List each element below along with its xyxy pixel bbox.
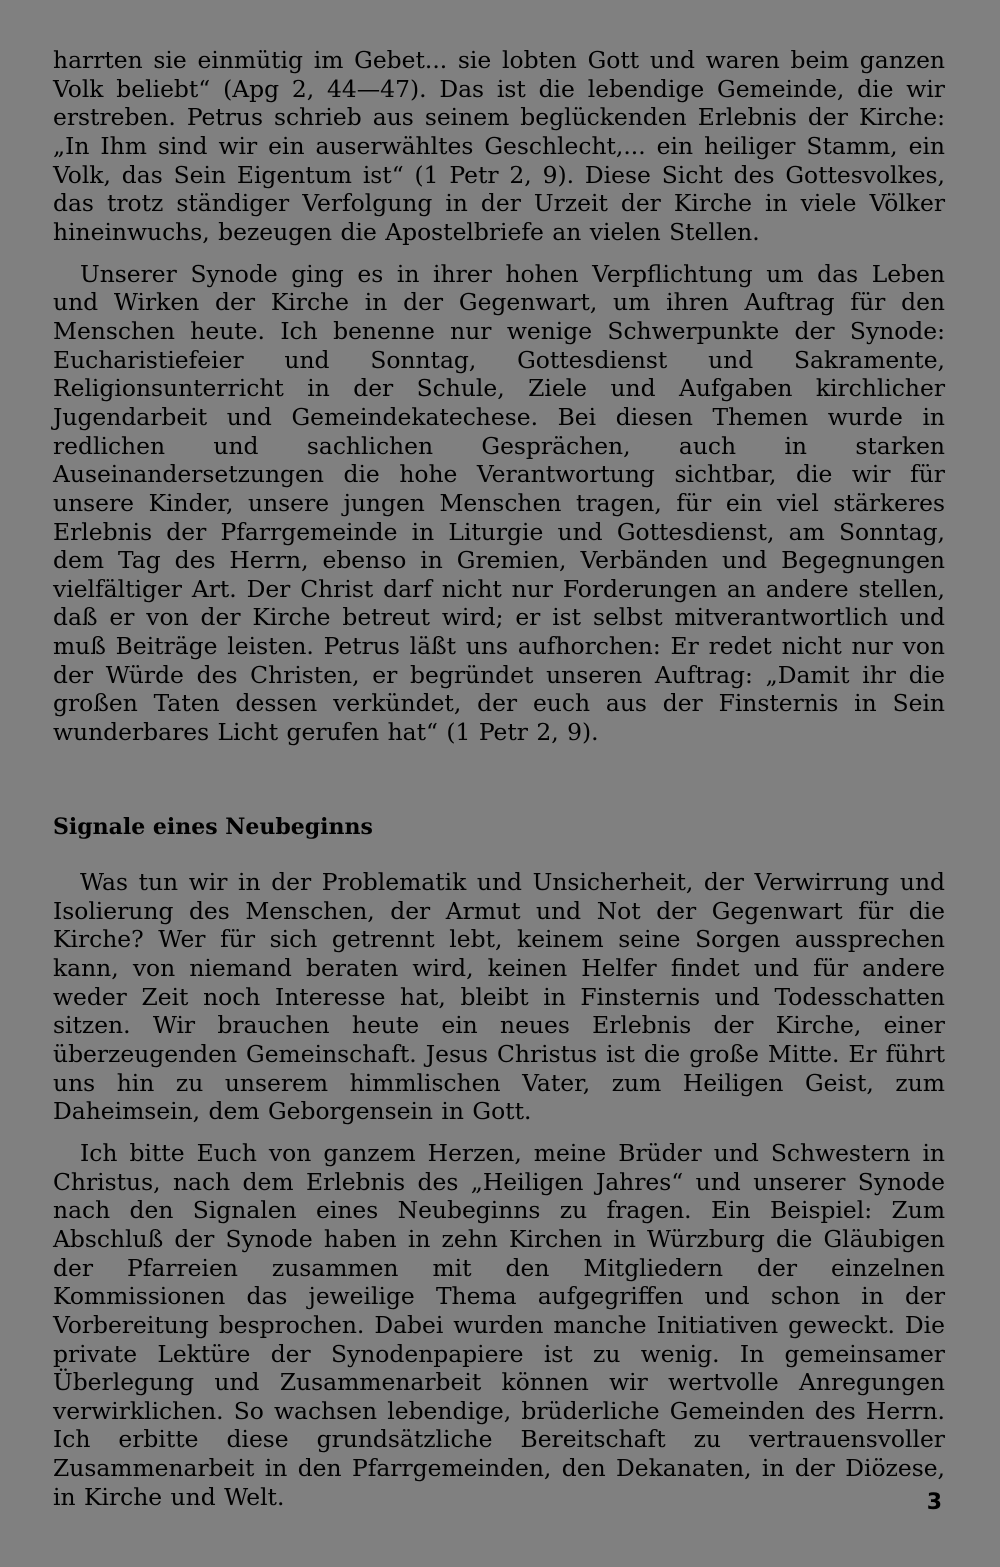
paragraph-bitte: Ich bitte Euch von ganzem Herzen, meine Brüder und Schwestern in Christus, nach dem Erlebnis des „Heiligen Jahres“ und unserer Synode nach den Signalen eines Neubeginns zu fragen. Ein Beispiel: Zum Abschluß der Synode haben in zehn Kirchen in Würzburg die Gläubigen der Pfarreien zusammen mit den Mitgliedern der einzelnen Kommissionen das jeweilige Thema aufgegriffen und schon in der Vorbereitung besprochen. Dabei wurden manche Initiativen geweckt. Die private Lektüre der Synodenpapiere ist zu wenig. In gemeinsamer Überlegung und Zusammenarbeit können wir wertvolle Anregungen verwirklichen. So wachsen lebendige, brüderliche Gemeinden des Herrn. Ich erbitte diese grundsätzliche Bereitschaft zu vertrauensvoller Zusammenarbeit in den Pfarrgemeinden, den Dekanaten, in der Diözese, in Kirche und Welt. [53, 1138, 945, 1511]
section-one [53, 46, 945, 747]
paragraph-continuation: harrten sie einmütig im Gebet... sie lobten Gott und waren beim ganzen Volk beliebt“ (Apg 2, 44—47). Das ist die lebendige Gemeinde, die wir erstreben. Petrus schrieb aus seinem beglückenden Erlebnis der Kirche: „In Ihm sind wir ein auserwähltes Geschlecht,... ein heiliger Stamm, ein Volk, das Sein Eigentum ist“ (1 Petr 2, 9). Diese Sicht des Gottesvolkes, das trotz ständiger Verfolgung in der Urzeit der Kirche in viele Völker hineinwuchs, bezeugen die Apostelbriefe an vielen Stellen. [53, 46, 945, 246]
paragraph-synode: Unserer Synode ging es in ihrer hohen Verpflichtung um das Leben und Wirken der Kirche in der Gegenwart, um ihren Auftrag für den Menschen heute. Ich benenne nur wenige Schwerpunkte der Synode: Eucharistiefeier und Sonntag, Gottesdienst und Sakramente, Religionsunterricht in der Schule, Ziele und Aufgaben kirchlicher Jugendarbeit und Gemeindekatechese. Bei diesen Themen wurde in redlichen und sachlichen Gesprächen, auch in starken Auseinandersetzungen die hohe Verantwortung sichtbar, die wir für unsere Kinder, unsere jungen Menschen tragen, für ein viel stärkeres Erlebnis der Pfarrgemeinde in Liturgie und Gottesdienst, am Sonntag, dem Tag des Herrn, ebenso in Gremien, Verbänden und Begegnungen vielfältiger Art. Der Christ darf nicht nur Forderungen an andere stellen, daß er von der Kirche betreut wird; er ist selbst mitverantwortlich und muß Beiträge leisten. Petrus läßt uns aufhorchen: Er redet nicht nur von der Würde des Christen, er begründet unseren Auftrag: „Damit ihr die großen Taten dessen verkündet, der euch aus der Finsternis in Sein wunderbares Licht gerufen hat“ (1 Petr 2, 9). [53, 259, 945, 747]
paragraph-problematik: Was tun wir in der Problematik und Unsicherheit, der Verwirrung und Isolierung des Menschen, der Armut und Not der Gegenwart für die Kirche? Wer für sich getrennt lebt, keinem seine Sorgen aussprechen kann, von niemand beraten wird, keinen Helfer findet und für andere weder Zeit noch Interesse hat, bleibt in Finsternis und Todesschatten sitzen. Wir brauchen heute ein neues Erlebnis der Kirche, einer überzeugenden Gemeinschaft. Jesus Christus ist die große Mitte. Er führt uns hin zu unserem himmlischen Vater, zum Heiligen Geist, zum Daheimsein, dem Geborgensein in Gott. [53, 868, 945, 1126]
section-heading: Signale eines Neubeginns [53, 814, 373, 840]
page-number: 3 [926, 1490, 942, 1515]
section-two [53, 868, 945, 1511]
